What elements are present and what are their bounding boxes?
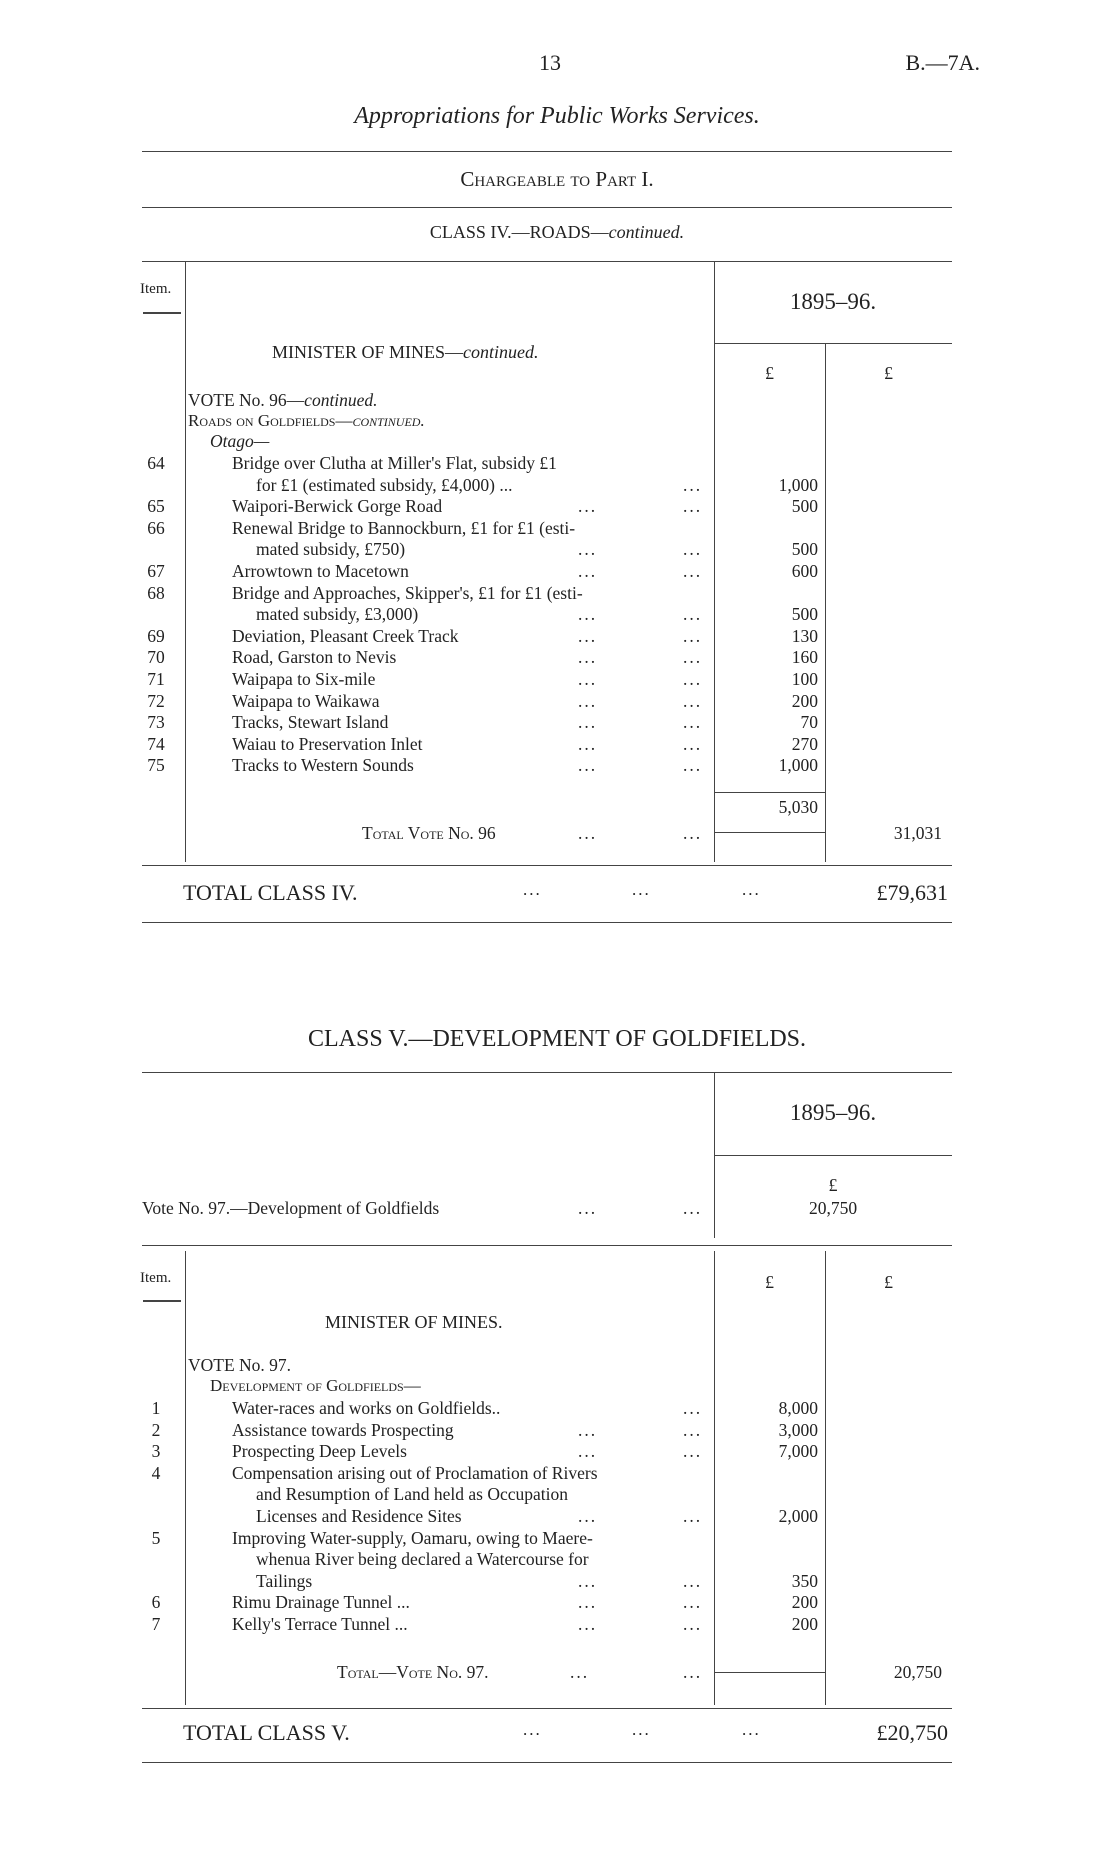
table-row xyxy=(0,1505,1114,1527)
minister-heading xyxy=(272,342,539,363)
leader-dots: ... xyxy=(578,1506,598,1526)
item-number: 3 xyxy=(151,1441,161,1462)
total-vote-row xyxy=(0,1661,1114,1683)
item-number: 6 xyxy=(151,1592,161,1613)
class4-heading-italic: continued. xyxy=(608,222,685,242)
table-row xyxy=(0,452,1114,474)
item-amount: 70 xyxy=(800,712,818,733)
leader-dots: ... xyxy=(683,1570,703,1591)
total-vote-row xyxy=(0,822,1114,844)
summary-vote-amount: 20,750 xyxy=(808,1198,858,1218)
item-description: Road, Garston to Nevis xyxy=(232,647,397,668)
total-vote-rule xyxy=(714,1672,825,1673)
item-label-underline xyxy=(143,312,181,314)
leader-dots: ... xyxy=(578,669,598,689)
item-number: 69 xyxy=(147,625,165,646)
table-row xyxy=(0,560,1114,582)
leader-dots: ... xyxy=(578,539,598,560)
item-number: 67 xyxy=(147,561,165,581)
table-row xyxy=(0,625,1114,647)
leader-dots: ... xyxy=(683,625,703,646)
total-class5-amount: £20,750 xyxy=(876,1720,948,1745)
chargeable-heading: Chargeable to Part I. xyxy=(460,167,654,191)
item-amount: 1,000 xyxy=(778,474,818,495)
divider xyxy=(142,261,952,262)
leader-dots: ... xyxy=(683,1506,703,1526)
total-vote-label: Total Vote No. 96 xyxy=(362,823,496,843)
item-description: Renewal Bridge to Bannockburn, £1 for £1 (esti- xyxy=(232,517,576,538)
table-row xyxy=(0,1570,1114,1592)
leader-dots: ... xyxy=(683,669,703,689)
subhead-italic: continued. xyxy=(352,411,425,430)
vote-heading-italic: continued. xyxy=(304,390,378,410)
minister-heading: MINISTER OF MINES. xyxy=(325,1312,503,1332)
minister-heading-italic: continued. xyxy=(463,342,539,362)
currency-symbol: £ xyxy=(765,1272,774,1292)
item-description: and Resumption of Land held as Occupation xyxy=(256,1484,569,1505)
item-amount: 350 xyxy=(791,1570,818,1591)
leader-dots: ... xyxy=(683,1198,703,1218)
item-amount: 200 xyxy=(791,690,818,711)
leader-dots: ... xyxy=(578,561,598,581)
class4-heading-text: CLASS IV.—ROADS— xyxy=(429,222,609,242)
page-number: 13 xyxy=(539,50,561,75)
total-vote-label: Total—Vote No. 97. xyxy=(337,1662,489,1682)
table-row xyxy=(0,495,1114,517)
item-number: 70 xyxy=(147,647,165,668)
class5-heading: CLASS V.—DEVELOPMENT OF GOLDFIELDS. xyxy=(307,1026,807,1052)
leader-dots: ... xyxy=(683,1614,703,1634)
total-vote-rule xyxy=(714,832,825,833)
table-row xyxy=(0,603,1114,625)
leader-dots: ... xyxy=(578,1198,598,1218)
item-description: Deviation, Pleasant Creek Track xyxy=(232,625,459,646)
total-class4-label: TOTAL CLASS IV. xyxy=(183,880,358,905)
table-row xyxy=(0,733,1114,755)
leader-dots: ... xyxy=(632,1720,651,1739)
leader-dots: ... xyxy=(683,712,703,733)
document-title: Appropriations for Public Works Services. xyxy=(354,103,760,129)
leader-dots: ... xyxy=(578,604,598,625)
summary-year-underline xyxy=(714,1155,952,1156)
region-heading: Otago— xyxy=(210,431,270,451)
item-number: 7 xyxy=(151,1614,161,1634)
item-description: Waipapa to Six-mile xyxy=(232,669,376,689)
table-row xyxy=(0,1613,1114,1635)
item-amount: 160 xyxy=(791,647,818,668)
item-description: Compensation arising out of Proclamation of Rivers xyxy=(232,1462,598,1483)
item-amount: 7,000 xyxy=(778,1441,818,1462)
leader-dots: ... xyxy=(683,1592,703,1613)
item-amount: 100 xyxy=(791,669,818,689)
item-number: 74 xyxy=(147,733,165,754)
divider xyxy=(142,1072,952,1073)
divider xyxy=(142,1708,952,1709)
leader-dots: ... xyxy=(570,1662,590,1682)
leader-dots: ... xyxy=(578,1592,598,1613)
item-number: 65 xyxy=(147,496,165,517)
table-row xyxy=(0,1419,1114,1441)
item-description: Bridge and Approaches, Skipper's, £1 for £1 (esti- xyxy=(232,582,583,603)
item-description: Water-races and works on Goldfields.. xyxy=(232,1398,501,1418)
item-number: 1 xyxy=(151,1398,161,1418)
item-number: 5 xyxy=(151,1527,161,1548)
currency-symbol: £ xyxy=(884,1272,893,1292)
table-row xyxy=(0,474,1114,496)
item-description: Bridge over Clutha at Miller's Flat, subsidy £1 xyxy=(232,453,557,473)
item-description: Assistance towards Prospecting xyxy=(232,1419,454,1440)
item-number: 72 xyxy=(147,690,165,711)
item-amount: 600 xyxy=(791,561,818,581)
table-row xyxy=(0,1527,1114,1549)
item-description: whenua River being declared a Watercourse for xyxy=(256,1549,589,1570)
item-amount: 500 xyxy=(791,539,818,560)
leader-dots: ... xyxy=(683,1441,703,1462)
divider xyxy=(142,207,952,208)
table-row xyxy=(0,646,1114,668)
subhead xyxy=(188,411,425,431)
leader-dots: ... xyxy=(683,690,703,711)
leader-dots: ... xyxy=(742,880,761,899)
item-description: Tracks, Stewart Island xyxy=(232,712,389,733)
item-description: Improving Water-supply, Oamaru, owing to Maere- xyxy=(232,1527,593,1548)
leader-dots: ... xyxy=(578,1614,598,1634)
item-number: 71 xyxy=(147,669,165,689)
item-description: Waiau to Preservation Inlet xyxy=(232,733,423,754)
item-amount: 1,000 xyxy=(778,755,818,776)
table-row xyxy=(0,1591,1114,1613)
item-description: Tailings xyxy=(256,1570,313,1591)
table-row xyxy=(0,1462,1114,1484)
summary-year-heading: 1895–96. xyxy=(789,1100,877,1125)
item-column-label: Item. xyxy=(140,281,172,297)
leader-dots: ... xyxy=(578,496,598,517)
item-column-label: Item. xyxy=(140,1270,172,1286)
leader-dots: ... xyxy=(683,823,703,843)
item-amount: 500 xyxy=(791,604,818,625)
vote-subtotal: 5,030 xyxy=(778,797,818,817)
divider xyxy=(142,922,952,923)
vote-heading-text: VOTE No. 96— xyxy=(188,390,305,410)
leader-dots: ... xyxy=(578,625,598,646)
summary-vote-label: Vote No. 97.—Development of Goldfields xyxy=(142,1198,440,1218)
vote-heading xyxy=(188,390,378,411)
table-row xyxy=(0,517,1114,539)
leader-dots: ... xyxy=(683,1398,703,1418)
leader-dots: ... xyxy=(578,1441,598,1462)
item-description: Kelly's Terrace Tunnel ... xyxy=(232,1614,408,1634)
table-row xyxy=(0,690,1114,712)
leader-dots: ... xyxy=(683,539,703,560)
summary-currency: £ xyxy=(828,1175,838,1195)
item-number: 4 xyxy=(151,1462,161,1483)
leader-dots: ... xyxy=(683,1662,703,1682)
table-row xyxy=(0,1483,1114,1505)
table-row xyxy=(0,711,1114,733)
item-description: Waipori-Berwick Gorge Road xyxy=(232,496,443,517)
divider xyxy=(142,865,952,866)
item-description: Waipapa to Waikawa xyxy=(232,690,380,711)
class4-heading xyxy=(0,222,1114,243)
total-class5-row xyxy=(0,1720,1114,1750)
item-amount: 200 xyxy=(791,1592,818,1613)
item-number: 68 xyxy=(147,582,165,603)
leader-dots: ... xyxy=(578,647,598,668)
leader-dots: ... xyxy=(578,712,598,733)
currency-symbol: £ xyxy=(884,363,893,383)
leader-dots: ... xyxy=(578,690,598,711)
leader-dots: ... xyxy=(632,880,651,899)
item-amount: 200 xyxy=(791,1614,818,1634)
leader-dots: ... xyxy=(683,733,703,754)
leader-dots: ... xyxy=(683,561,703,581)
year-heading: 1895–96. xyxy=(789,289,877,314)
table-row xyxy=(0,1548,1114,1570)
item-amount: 8,000 xyxy=(778,1398,818,1418)
summary-vote-row xyxy=(0,1197,1114,1219)
minister-heading-text: MINISTER OF MINES— xyxy=(272,342,464,362)
item-description: Arrowtown to Macetown xyxy=(232,561,409,581)
total-vote-amount: 20,750 xyxy=(893,1662,942,1682)
item-amount: 2,000 xyxy=(778,1506,818,1526)
vote-heading: VOTE No. 97. xyxy=(188,1355,292,1375)
leader-dots: ... xyxy=(578,1570,598,1591)
leader-dots: ... xyxy=(523,1720,542,1739)
document-reference: B.—7A. xyxy=(905,50,980,75)
item-number: 66 xyxy=(147,517,165,538)
item-label-underline xyxy=(143,1300,181,1302)
leader-dots: ... xyxy=(578,823,598,843)
item-description: mated subsidy, £3,000) xyxy=(256,604,419,625)
item-description: for £1 (estimated subsidy, £4,000) ... xyxy=(256,474,513,495)
leader-dots: ... xyxy=(683,474,703,495)
table-row xyxy=(0,1397,1114,1419)
leader-dots: ... xyxy=(683,647,703,668)
total-class4-row xyxy=(0,880,1114,910)
leader-dots: ... xyxy=(683,496,703,517)
item-description: mated subsidy, £750) xyxy=(256,539,406,560)
leader-dots: ... xyxy=(683,604,703,625)
item-number: 73 xyxy=(147,712,165,733)
leader-dots: ... xyxy=(578,755,598,776)
table-row xyxy=(0,668,1114,690)
divider xyxy=(142,151,952,152)
total-vote-amount: 31,031 xyxy=(893,823,942,843)
leader-dots: ... xyxy=(683,755,703,776)
item-amount: 3,000 xyxy=(778,1419,818,1440)
subhead: Development of Goldfields— xyxy=(210,1376,421,1395)
total-class4-amount: £79,631 xyxy=(876,880,948,905)
table-row xyxy=(0,1440,1114,1462)
item-amount: 130 xyxy=(791,625,818,646)
leader-dots: ... xyxy=(578,1419,598,1440)
table-row xyxy=(0,538,1114,560)
total-class5-label: TOTAL CLASS V. xyxy=(183,1720,350,1745)
item-number: 64 xyxy=(147,453,165,473)
table-row xyxy=(0,754,1114,776)
table-row xyxy=(0,582,1114,604)
divider xyxy=(142,1245,952,1246)
item-description: Tracks to Western Sounds xyxy=(232,755,414,776)
item-amount: 270 xyxy=(791,733,818,754)
leader-dots: ... xyxy=(523,880,542,899)
item-number: 2 xyxy=(151,1419,161,1440)
item-description: Licenses and Residence Sites xyxy=(256,1506,462,1526)
divider xyxy=(142,1762,952,1763)
currency-symbol: £ xyxy=(765,363,774,383)
item-number: 75 xyxy=(147,755,165,776)
leader-dots: ... xyxy=(683,1419,703,1440)
subtotal-rule xyxy=(714,792,825,793)
subhead-text: Roads on Goldfields— xyxy=(188,411,353,430)
item-description: Rimu Drainage Tunnel ... xyxy=(232,1592,410,1613)
item-amount: 500 xyxy=(791,496,818,517)
leader-dots: ... xyxy=(578,733,598,754)
leader-dots: ... xyxy=(742,1720,761,1739)
item-description: Prospecting Deep Levels xyxy=(232,1441,407,1462)
year-underline xyxy=(714,343,952,344)
